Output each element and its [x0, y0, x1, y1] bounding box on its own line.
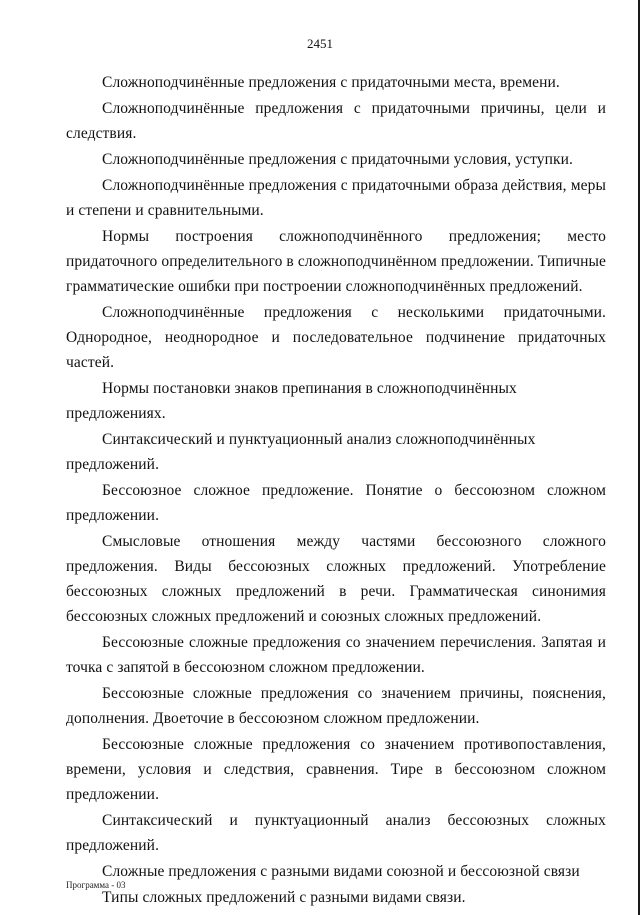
paragraph: Бессоюзные сложные предложения со значением перечисления. Запятая и точка с запятой в бессоюзном сложном предложении. [66, 634, 606, 676]
paragraph: Синтаксический и пунктуационный анализ бессоюзных сложных предложений. [66, 812, 606, 854]
paragraph: Бессоюзное сложное предложение. Понятие о бессоюзном сложном предложении. [66, 482, 606, 524]
paragraph: Типы сложных предложений с разными видами связи. [102, 889, 466, 906]
paragraph: Смысловые отношения между частями бессоюзного сложного предложения. Виды бессоюзных сложных предложений. Употребление бессоюзных сложных предложений в речи. Грамматическая синонимия бессоюзных сложных предложений и союзных сложных предложений. [66, 533, 606, 625]
paragraph: Нормы построения сложноподчинённого предложения; место придаточного определительного в сложноподчинённом предложении. Типичные грамматические ошибки при построении сложноподчинённых предложений. [66, 228, 607, 295]
paragraph: Нормы постановки знаков препинания в сложноподчинённых предложениях. [66, 380, 517, 422]
page-footer: Программа - 03 [66, 880, 126, 890]
paragraph: Сложноподчинённые предложения с придаточными образа действия, меры и степени и сравнительными. [66, 177, 606, 219]
paragraph: Синтаксический и пунктуационный анализ сложноподчинённых предложений. [66, 431, 536, 473]
paragraph: Бессоюзные сложные предложения со значением причины, пояснения, дополнения. Двоеточие в бессоюзном сложном предложении. [66, 685, 606, 727]
paragraph: Бессоюзные сложные предложения со значением противопоставления, времени, условия и следствия, сравнения. Тире в бессоюзном сложном предложении. [66, 736, 606, 803]
paragraph: Сложные предложения с разными видами союзной и бессоюзной связи [102, 863, 580, 880]
document-body [66, 70, 606, 911]
paragraph: Сложноподчинённые предложения с придаточными места, времени. [102, 74, 560, 91]
page-number: 2451 [307, 36, 333, 51]
paragraph: Сложноподчинённые предложения с придаточными условия, уступки. [102, 151, 573, 168]
paragraph: Сложноподчинённые предложения с придаточными причины, цели и следствия. [66, 100, 606, 142]
paragraph: Сложноподчинённые предложения с несколькими придаточными. Однородное, неоднородное и последовательное подчинение придаточных частей. [66, 304, 606, 371]
